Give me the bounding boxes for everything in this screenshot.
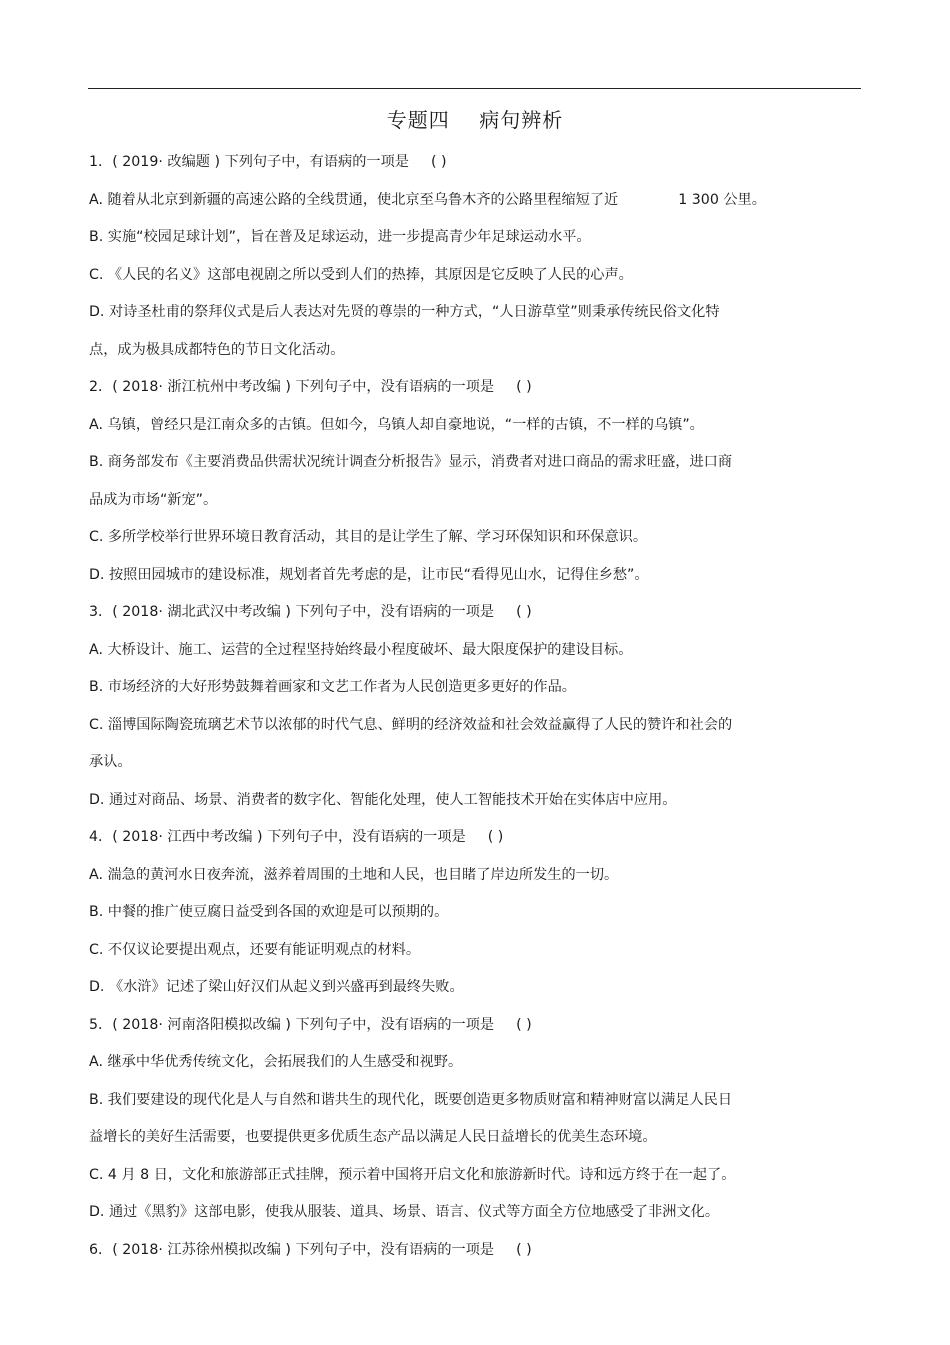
option-text: C. 多所学校举行世界环境日教育活动，其目的是让学生了解、学习环保知识和环保意识。 bbox=[89, 529, 648, 545]
option-text: D. 《水浒》记述了梁山好汉们从起义到兴盛再到最终失败。 bbox=[89, 979, 464, 995]
question-list bbox=[89, 150, 859, 1275]
question-stem-text: 6．( 2018· 江苏徐州模拟改编 ) 下列句子中，没有语病的一项是 bbox=[89, 1241, 495, 1258]
option-text: D. 对诗圣杜甫的祭拜仪式是后人表达对先贤的尊崇的一种方式，“人日游草堂”则秉承传统民俗文化特 bbox=[89, 304, 720, 320]
answer-blank: ( ) bbox=[516, 604, 532, 620]
answer-blank: ( ) bbox=[430, 154, 447, 170]
option-text: B. 商务部发布《主要消费品供需状况统计调查分析报告》显示，消费者对进口商品的需求旺盛，进口商 bbox=[89, 454, 733, 470]
question-stem bbox=[89, 375, 859, 413]
option-text: A. 随着从北京到新疆的高速公路的全线贯通，使北京至乌鲁木齐的公路里程缩短了近 bbox=[89, 191, 619, 208]
option-line bbox=[89, 713, 859, 751]
option-text: C. 不仅议论要提出观点，还要有能证明观点的材料。 bbox=[89, 941, 421, 958]
option-text: A. 大桥设计、施工、运营的全过程坚持始终最小程度破坏、最大限度保护的建设目标。 bbox=[89, 641, 633, 658]
question-stem bbox=[89, 600, 859, 638]
option-line bbox=[89, 450, 859, 488]
answer-blank: ( ) bbox=[516, 1241, 532, 1258]
answer-blank: ( ) bbox=[516, 379, 532, 395]
option-line bbox=[89, 525, 859, 563]
option-line bbox=[89, 675, 859, 713]
option-text: A. 继承中华优秀传统文化，会拓展我们的人生感受和视野。 bbox=[89, 1054, 463, 1070]
option-text: 品成为市场“新宠”。 bbox=[89, 491, 218, 508]
option-line bbox=[89, 188, 859, 226]
option-line bbox=[89, 863, 859, 901]
option-line bbox=[89, 638, 859, 676]
option-text: B. 实施“校园足球计划”，旨在普及足球运动，进一步提高青少年足球运动水平。 bbox=[89, 229, 591, 245]
option-text: B. 我们要建设的现代化是人与自然和谐共生的现代化，既要创造更多物质财富和精神财富以满足人民日 bbox=[89, 1091, 733, 1108]
header-rule bbox=[88, 88, 861, 89]
option-text: B. 中餐的推广使豆腐日益受到各国的欢迎是可以预期的。 bbox=[89, 904, 449, 920]
option-continuation bbox=[89, 750, 859, 788]
answer-blank: ( ) bbox=[516, 1016, 532, 1033]
option-text: 益增长的美好生活需要，也要提供更多优质生态产品以满足人民日益增长的优美生态环境。 bbox=[89, 1129, 657, 1145]
option-text: 点，成为极具成都特色的节日文化活动。 bbox=[89, 341, 345, 358]
question-stem-text: 5．( 2018· 河南洛阳模拟改编 ) 下列句子中，没有语病的一项是 bbox=[89, 1016, 495, 1033]
question-stem-text: 3．( 2018· 湖北武汉中考改编 ) 下列句子中，没有语病的一项是 bbox=[89, 604, 495, 620]
option-line bbox=[89, 263, 859, 301]
option-line bbox=[89, 300, 859, 338]
option-line bbox=[89, 975, 859, 1013]
option-text: C. 4 月 8 日，文化和旅游部正式挂牌，预示着中国将开启文化和旅游新时代。诗和远方终于在一起了。 bbox=[89, 1166, 736, 1183]
question-stem-text: 1．( 2019· 改编题 ) 下列句子中，有语病的一项是 bbox=[89, 154, 409, 170]
option-text: A. 湍急的黄河水日夜奔流，滋养着周围的土地和人民，也目睹了岸边所发生的一切。 bbox=[89, 866, 619, 883]
option-text: D. 通过对商品、场景、消费者的数字化、智能化处理，使人工智能技术开始在实体店中应用。 bbox=[89, 791, 677, 808]
option-text: B. 市场经济的大好形势鼓舞着画家和文艺工作者为人民创造更多更好的作品。 bbox=[89, 679, 576, 695]
option-line bbox=[89, 1088, 859, 1126]
option-tail: 1 300 公里。 bbox=[678, 191, 766, 208]
option-line bbox=[89, 1200, 859, 1238]
option-line bbox=[89, 788, 859, 826]
option-line bbox=[89, 563, 859, 601]
question-stem bbox=[89, 1238, 859, 1276]
option-line bbox=[89, 225, 859, 263]
option-line bbox=[89, 1050, 859, 1088]
option-line bbox=[89, 900, 859, 938]
option-text: C. 《人民的名义》这部电视剧之所以受到人们的热捧，其原因是它反映了人民的心声。 bbox=[89, 266, 633, 283]
question-stem bbox=[89, 150, 859, 188]
option-continuation bbox=[89, 488, 859, 526]
option-line bbox=[89, 1163, 859, 1201]
option-text: C. 淄博国际陶瓷琉璃艺术节以浓郁的时代气息、鲜明的经济效益和社会效益赢得了人民的赞许和社会的 bbox=[89, 716, 733, 733]
question-stem bbox=[89, 1013, 859, 1051]
option-text: D. 通过《黑豹》这部电影，使我从服装、道具、场景、语言、仪式等方面全方位地感受了非洲文化。 bbox=[89, 1204, 720, 1220]
option-text: A. 乌镇，曾经只是江南众多的古镇。但如今，乌镇人却自豪地说，“一样的古镇，不一样的乌镇”。 bbox=[89, 416, 704, 433]
question-stem bbox=[89, 825, 859, 863]
option-text: D. 按照田园城市的建设标准，规划者首先考虑的是，让市民“看得见山水，记得住乡愁”。 bbox=[89, 566, 649, 583]
option-continuation bbox=[89, 338, 859, 376]
answer-blank: ( ) bbox=[487, 829, 504, 845]
option-line bbox=[89, 938, 859, 976]
option-text: 承认。 bbox=[89, 754, 132, 770]
option-continuation bbox=[89, 1125, 859, 1163]
question-stem-text: 2．( 2018· 浙江杭州中考改编 ) 下列句子中，没有语病的一项是 bbox=[89, 379, 495, 395]
page-title: 专题四 病句辨析 bbox=[386, 108, 564, 132]
option-line bbox=[89, 413, 859, 451]
question-stem-text: 4．( 2018· 江西中考改编 ) 下列句子中，没有语病的一项是 bbox=[89, 829, 466, 845]
